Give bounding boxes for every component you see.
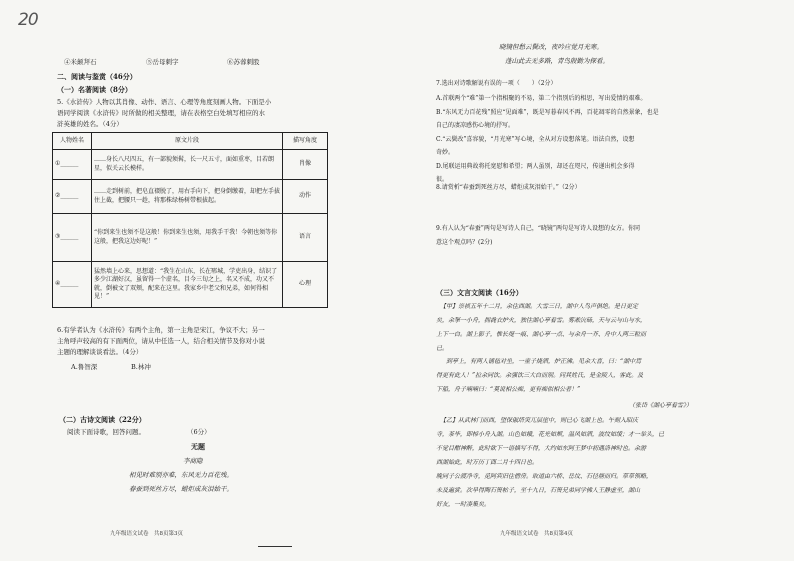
yi-line: 西湖始此，时万历丁酉二月十四日也。 bbox=[436, 459, 539, 466]
sub1-title: （一）名著阅读（8分） bbox=[57, 85, 132, 94]
table-header: 描写角度 bbox=[283, 133, 328, 150]
yi-line: 不觉目酣神醉，此时欲下一语描写不得，大约如东阿王梦中初遇洛神时也。余游 bbox=[436, 445, 647, 452]
text-cell: ……身长八尺四五，有一部貌须髯，长一尺五寸，面如重枣，目若朗星，似关云长模样。 bbox=[92, 150, 283, 180]
table-row bbox=[53, 214, 328, 262]
q8-text: 8.请赏析“春蚕到死丝方尽，蜡炬成灰泪始干。”（2分） bbox=[436, 184, 581, 191]
q7-line: C.“云鬓改”喜容貌，“月光寒”写心境，全从对方设想落笔。语法自然，设想 bbox=[436, 136, 635, 143]
table-header: 原文片段 bbox=[92, 133, 283, 150]
jia-line: 【甲】崇祯五年十二月，余住西湖。大雪三日，湖中人鸟声俱绝。是日更定 bbox=[440, 303, 639, 310]
jia-line: 矣，余拏一小舟，拥毳衣炉火，独往湖心亭看雪。雾凇沆砀，天与云与山与水， bbox=[436, 317, 647, 324]
q7-line: 奇妙。 bbox=[436, 149, 455, 156]
yi-line: 寺，茶毕，即棹小舟入湖。山色如娥，花光如颊，温风如酒，波纹如绫；才一举头，已 bbox=[436, 431, 665, 438]
q5-line-3: 浒英雄的姓名。（4分） bbox=[57, 120, 123, 128]
option-5: ⑤岳母刺字 bbox=[146, 58, 179, 66]
jia-line: 下船，舟子喃喃曰：“莫说相公痴，更有痴似相公者！” bbox=[436, 386, 581, 393]
name-blank[interactable]: ③______ bbox=[53, 214, 92, 262]
sub2-intro: 阅读下面诗歌，回答问题。 bbox=[67, 428, 145, 436]
q7-line: B.“东风无力百花残”照应“见面难”，既是写暮春风不再，百花凋零的自然景象，也是 bbox=[436, 109, 659, 116]
yi-line: 未及遍赏。次早得陶石篑帖子，至十九日，石篑兄弟同学佛人王静虚至，湖山 bbox=[436, 487, 641, 494]
table-row bbox=[53, 180, 328, 214]
poem-line-2: 春蚕到死丝方尽，蜡炬成灰泪始干。 bbox=[129, 485, 233, 493]
q6-line-1: 6.有学者认为《水浒传》有两个主角，第一主角是宋江，争议不大；另一 bbox=[57, 326, 265, 334]
poem-title: 无题 bbox=[191, 442, 205, 451]
name-blank[interactable]: ②______ bbox=[53, 180, 92, 214]
poem-author: 李商隐 bbox=[183, 457, 203, 465]
option-4: ④米颠拜石 bbox=[64, 58, 97, 66]
q6-option-a: A.鲁智深 bbox=[71, 363, 98, 371]
q7-line: A.首联两个“难”第一个指相聚的不易，第二个指别后的相思，写出爱情的艰难。 bbox=[436, 95, 647, 102]
jia-line: 上下一白。湖上影子，惟长堤一痕、湖心亭一点、与余舟一芥、舟中人两三粒而 bbox=[436, 331, 647, 338]
q9-line-1: 9.有人认为“春蚕”两句是写诗人自己，“晓镜”两句是写诗人设想的女方。你同 bbox=[436, 225, 640, 232]
character-table bbox=[52, 132, 328, 308]
option-6: ⑥苏蓉刺股 bbox=[227, 58, 260, 66]
table-row bbox=[53, 150, 328, 180]
q7-line: 很。 bbox=[436, 176, 449, 183]
poem-cont-2: 蓬山此去无多路，青鸟殷勤为探看。 bbox=[505, 57, 609, 65]
jia-line: 得更有此人！”拉余同饮。余强饮三大白而别。问其姓氏，是金陵人，客此。及 bbox=[436, 372, 644, 379]
q5-line-1: 5.《水浒传》人物以其肖像、动作、语言、心理等角度刻画人物。下面是小 bbox=[57, 98, 272, 106]
jia-line: 已。 bbox=[436, 345, 449, 352]
name-blank[interactable]: ④______ bbox=[53, 262, 92, 308]
poem-cont-1: 晓镜但愁云鬓改，夜吟应觉月光寒。 bbox=[499, 43, 603, 51]
q7-line: D.尾联运用典故将托宽慰和希望；两人虽别，却还在咫尺，传递出机会多得 bbox=[436, 163, 635, 170]
q6-line-3: 主题的理解谈谈看法。（4分） bbox=[57, 348, 143, 356]
text-cell: ……走到树前，把皂直裰脱了，用右手向下，把身倒缴着，却把左手拔住上截，把腰只一趁，将那株绿杨树带根拔起。 bbox=[92, 180, 283, 214]
yi-line: 晚同子公渡净寺，觅阿宾旧住僧房。取道由六桥、岳坟、石径塘而归。草草领略， bbox=[436, 473, 653, 480]
jia-line: 到亭上，有两人铺毡对坐，一童子烧酒，炉正沸。见余大喜，曰：“湖中焉 bbox=[440, 358, 642, 365]
table-row bbox=[53, 262, 328, 308]
text-cell: “你到来生也须不是这般！你到来生也须，用我手干我！今朝也须等你这般，把我这边好呢！” bbox=[92, 214, 283, 262]
table-header-row bbox=[53, 133, 328, 150]
angle-cell: 肖像 bbox=[283, 150, 328, 180]
text-cell: 猛然墙上心来，思想道：“我生在山东，长在郓城，学吏出身，结识了多少江湖好汉，虽留得一个虚名，目今三旬之上，名又不成，功又不就，倒被文了双颊，配来在这里。我家乡中老父和兄弟，如何得相见！” bbox=[92, 262, 283, 308]
poem-line-1: 相见时难别亦难，东风无力百花残。 bbox=[129, 471, 233, 479]
sub2-title: （二）古诗文阅读（22分） bbox=[59, 415, 146, 424]
q7-line: 自己的凄凉感伤心境的抒写。 bbox=[436, 122, 515, 129]
angle-cell: 动作 bbox=[283, 180, 328, 214]
sub3-title: （三）文言文阅读（16分） bbox=[436, 288, 523, 297]
fold-line bbox=[258, 546, 292, 547]
q7-line: 7.选出对诗歌解说有误的一项（ ）（2分） bbox=[436, 80, 557, 87]
yi-line: 好友，一时凑集矣。 bbox=[436, 501, 491, 508]
angle-cell: 心理 bbox=[283, 262, 328, 308]
page-footer-right: 九年级语文试卷 共8页第4页 bbox=[500, 531, 573, 537]
sub2-points: （6分） bbox=[187, 428, 211, 436]
jia-source: （张岱《湖心亭看雪》） bbox=[629, 402, 693, 409]
angle-cell: 语言 bbox=[283, 214, 328, 262]
q6-line-2: 主角呼声较高的有下面两位，请从中任选一人，结合相关情节及你对小说 bbox=[57, 337, 265, 345]
section2-title: 二、阅读与鉴赏（46分） bbox=[57, 72, 137, 81]
q6-option-b: B.林冲 bbox=[131, 363, 151, 371]
name-blank[interactable]: ①______ bbox=[53, 150, 92, 180]
handwritten-page-mark: 20 bbox=[18, 10, 38, 30]
page-footer-left: 九年级语文试卷 共8页第3页 bbox=[110, 531, 183, 537]
table-header: 人物姓名 bbox=[53, 133, 92, 150]
yi-line: 【乙】从武林门而西，望保俶塔突兀层崖中，则已心飞湖上也。午刻入昭庆 bbox=[440, 417, 639, 424]
q5-line-2: 语同学阅读《水浒传》时所做的相关整理，请在表格空白处填写相应的水 bbox=[57, 109, 265, 117]
q9-line-2: 意这个观点吗？(2分) bbox=[436, 239, 493, 246]
